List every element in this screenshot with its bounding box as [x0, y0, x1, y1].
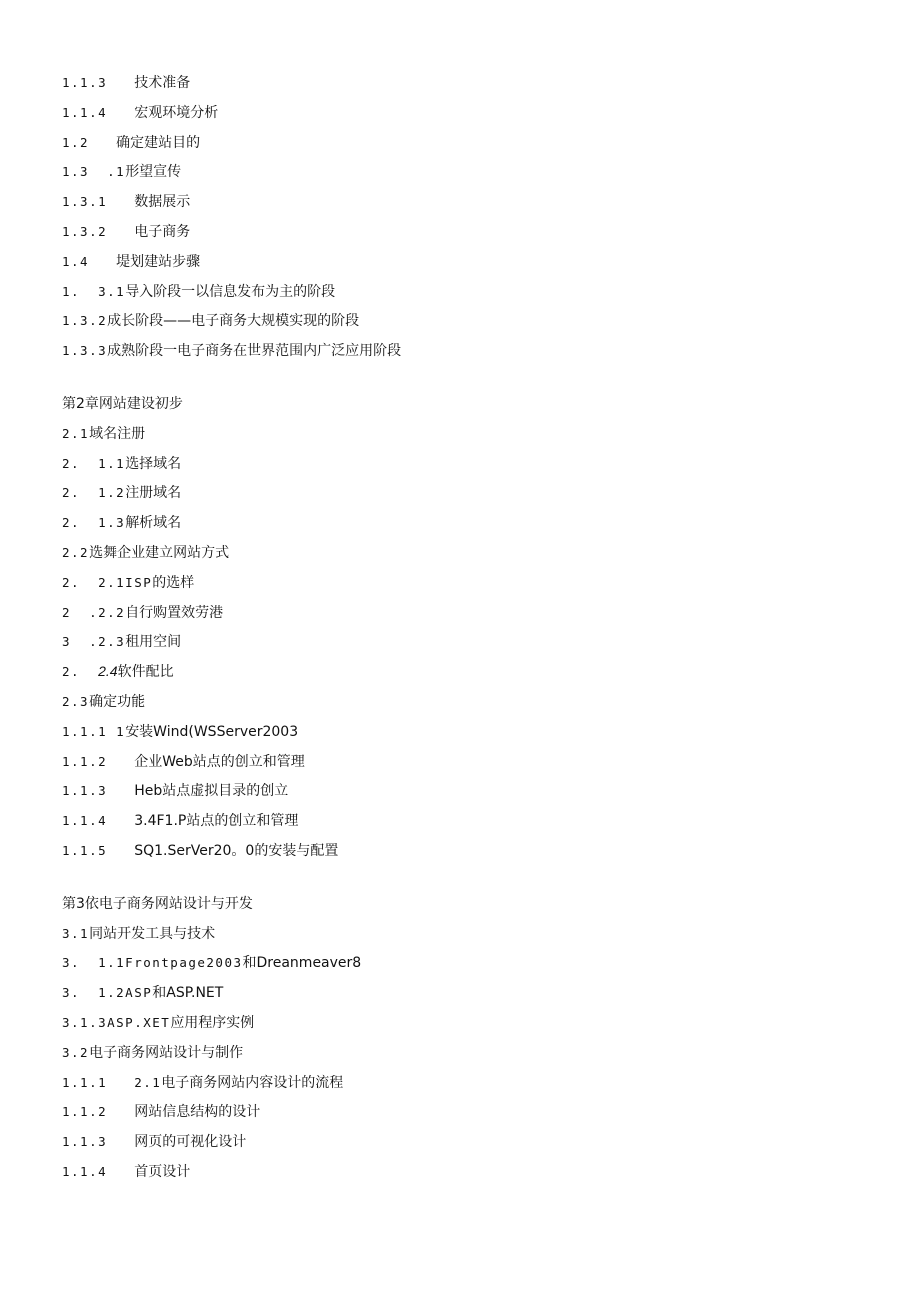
section-gap: [62, 866, 882, 889]
toc-entry: [62, 478, 882, 508]
document-page: [62, 68, 882, 1187]
toc-entry-title: 的选样: [152, 574, 195, 591]
toc-entry-number: 1.1.2: [62, 753, 135, 769]
toc-entry-title: 网站信息结构的设计: [134, 1104, 261, 1121]
toc-entry-number: 1.1.1 1: [62, 723, 126, 739]
toc-entry-title: 租用空间: [125, 634, 182, 651]
toc-entry-title: 选择域名: [125, 455, 182, 472]
toc-entry-title: 确定功能: [89, 693, 146, 710]
toc-entry-number: 1.3 .1: [62, 164, 126, 180]
toc-entry-title: 数据展示: [134, 194, 191, 211]
toc-entry-number: 1.1.3: [62, 783, 135, 799]
toc-entry: [62, 98, 882, 128]
toc-entry-title: 自行购置效劳港: [125, 604, 224, 621]
toc-entry: [62, 538, 882, 568]
toc-entry: [62, 187, 882, 217]
toc-entry-number: 1.1.2: [62, 1104, 135, 1120]
toc-entry-number: 3. 1.1Frontpage2003: [62, 955, 243, 971]
toc-entry-title: 电子商务网站内容设计的流程: [161, 1074, 344, 1091]
toc-entry: [62, 568, 882, 598]
toc-entry-number: 3.1: [62, 925, 90, 941]
toc-entry: [62, 598, 882, 628]
toc-entry: [62, 277, 882, 307]
toc-entry: [62, 247, 882, 277]
toc-entry: [62, 1097, 882, 1127]
toc-entry-title: 首页设计: [134, 1163, 191, 1180]
toc-entry-number: 1.1.4: [62, 104, 135, 120]
toc-entry: [62, 747, 882, 777]
toc-entry-title: 选舞企业建立网站方式: [89, 544, 230, 561]
toc-entry: [62, 717, 882, 747]
toc-entry-number: 1.4: [62, 253, 117, 269]
toc-entry-title: 企业Web站点的创立和管理: [134, 753, 305, 770]
toc-entry-number: 1.3.2: [62, 313, 108, 329]
toc-entry: [62, 306, 882, 336]
toc-entry-number: 3.1.3ASP.XET: [62, 1014, 171, 1030]
toc-entry-title: 网页的可视化设计: [134, 1134, 247, 1151]
toc-entry-title: 宏观环境分析: [134, 104, 219, 121]
section-gap: [62, 366, 882, 389]
toc-entry-number: 2.: [62, 664, 99, 680]
toc-entry-number: 1.3.3: [62, 343, 108, 359]
toc-entry-title: 和Dreanmeaver8: [242, 955, 362, 972]
toc-entry: [62, 157, 882, 187]
toc-entry: [62, 449, 882, 479]
toc-entry: [62, 776, 882, 806]
toc-entry: [62, 508, 882, 538]
toc-entry-title: 3.4F1.P站点的创立和管理: [134, 813, 299, 830]
toc-entry-number-italic: 2.4: [98, 663, 118, 680]
toc-entry: [62, 806, 882, 836]
toc-entry-number: 1.1.4: [62, 1163, 135, 1179]
toc-entry: [62, 68, 882, 98]
toc-entry-title: 电子商务网站设计与制作: [89, 1044, 244, 1061]
toc-entry-title: 形望宣传: [125, 164, 182, 181]
toc-entry: [62, 889, 882, 919]
toc-entry: [62, 1008, 882, 1038]
toc-entry-number: 1.1.1 2.1: [62, 1074, 162, 1090]
toc-entry-number: 1.1.4: [62, 813, 135, 829]
toc-entry-title: 技术准备: [134, 75, 191, 91]
toc-entry: [62, 389, 882, 419]
toc-entry-number: 2. 1.3: [62, 515, 126, 531]
toc-entry-number: 3 .2.3: [62, 634, 126, 650]
toc-entry: [62, 657, 882, 687]
toc-entry-title: 成熟阶段一电子商务在世界范围内广泛应用阶段: [107, 343, 402, 360]
toc-entry-title: 堤划建站步骤: [116, 253, 201, 270]
toc-entry: [62, 336, 882, 366]
toc-entry-number: 2.2: [62, 544, 90, 560]
toc-entry-title: 导入阶段一以信息发布为主的阶段: [125, 283, 336, 300]
toc-entry: [62, 1038, 882, 1068]
table-of-contents: [62, 68, 882, 1187]
toc-entry-title: 域名注册: [89, 425, 146, 442]
toc-entry: [62, 627, 882, 657]
toc-entry: [62, 1068, 882, 1098]
toc-entry-number: 1. 3.1: [62, 283, 126, 299]
toc-entry-title: 第2章网站建设初步: [62, 395, 183, 412]
toc-entry: [62, 419, 882, 449]
toc-entry: [62, 217, 882, 247]
toc-entry-title: 和ASP.NET: [152, 985, 224, 1002]
toc-entry: [62, 948, 882, 978]
toc-entry-title: 注册域名: [125, 485, 182, 502]
toc-entry-title: 解析域名: [125, 515, 182, 532]
toc-entry-number: 2. 2.1ISP: [62, 574, 153, 590]
toc-entry-title: 成长阶段——电子商务大规模实现的阶段: [107, 313, 360, 330]
toc-entry: [62, 978, 882, 1008]
toc-entry-number: 2.1: [62, 425, 90, 441]
toc-entry: [62, 836, 882, 866]
toc-entry: [62, 1127, 882, 1157]
toc-entry-title: 软件配比: [117, 664, 174, 681]
toc-entry-number: 2. 1.1: [62, 455, 126, 471]
toc-entry-number: 1.3.2: [62, 223, 135, 239]
toc-entry: [62, 919, 882, 949]
toc-entry-title: 确定建站目的: [116, 134, 201, 151]
toc-entry-number: 1.2: [62, 134, 117, 150]
toc-entry: [62, 687, 882, 717]
toc-entry-number: 1.1.5: [62, 842, 135, 858]
toc-entry-number: 1.3.1: [62, 194, 135, 210]
toc-entry-title: 同站开发工具与技术: [89, 925, 216, 942]
toc-entry-number: 2. 1.2: [62, 485, 126, 501]
toc-entry-number: 1.1.3: [62, 1134, 135, 1150]
toc-entry-number: 3.2: [62, 1044, 90, 1060]
toc-entry-number: 2.3: [62, 693, 90, 709]
toc-entry-title: SQ1.SerVer20。0的安装与配置: [134, 842, 339, 859]
toc-entry-number: 2 .2.2: [62, 604, 126, 620]
toc-entry-number: 3. 1.2ASP: [62, 985, 153, 1001]
toc-entry-title: 电子商务: [134, 223, 191, 240]
toc-entry: [62, 128, 882, 158]
toc-entry-title: 第3依电子商务网站设计与开发: [62, 895, 253, 912]
toc-entry: [62, 1157, 882, 1187]
toc-entry-title: 安装Wind(WSServer2003: [125, 723, 299, 740]
toc-entry-title: 应用程序实例: [170, 1014, 255, 1031]
toc-entry-title: Heb站点虚拟目录的创立: [134, 783, 289, 800]
toc-entry-number: 1.1.3: [62, 75, 135, 90]
